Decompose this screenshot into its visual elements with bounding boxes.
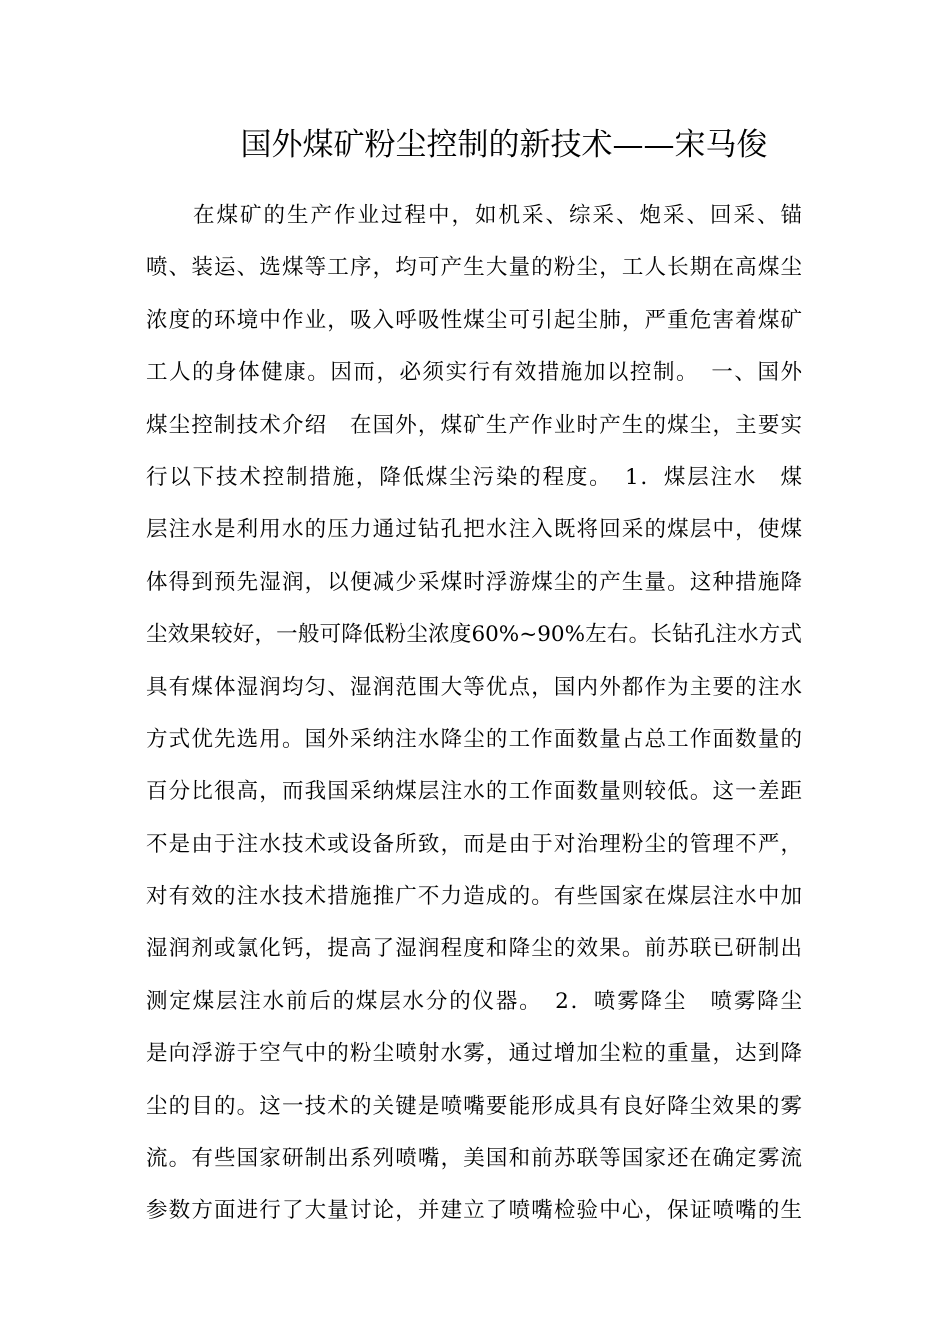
paragraph-line: 体得到预先湿润，以便减少采煤时浮游煤尘的产生量。这种措施降	[146, 569, 802, 595]
paragraph-line: 喷、装运、选煤等工序，均可产生大量的粉尘，工人长期在高煤尘	[146, 255, 802, 281]
paragraph-line: 百分比很高，而我国采纳煤层注水的工作面数量则较低。这一差距	[146, 779, 802, 805]
paragraph-line: 尘效果较好，一般可降低粉尘浓度60%~90%左右。长钻孔注水方式	[146, 622, 802, 648]
document-body	[146, 190, 802, 1238]
paragraph-line: 尘的目的。这一技术的关键是喷嘴要能形成具有良好降尘效果的雾	[146, 1093, 802, 1119]
paragraph-line: 具有煤体湿润均匀、湿润范围大等优点，国内外都作为主要的注水	[146, 674, 802, 700]
paragraph-line: 行以下技术控制措施，降低煤尘污染的程度。 1．煤层注水 煤	[146, 464, 802, 490]
paragraph-line: 层注水是利用水的压力通过钻孔把水注入既将回采的煤层中，使煤	[146, 517, 802, 543]
paragraph-line: 参数方面进行了大量讨论，并建立了喷嘴检验中心，保证喷嘴的生	[146, 1198, 802, 1224]
paragraph-line: 对有效的注水技术措施推广不力造成的。有些国家在煤层注水中加	[146, 884, 802, 910]
paragraph-line: 流。有些国家研制出系列喷嘴，美国和前苏联等国家还在确定雾流	[146, 1146, 802, 1172]
paragraph-line: 在煤矿的生产作业过程中，如机采、综采、炮采、回采、锚	[146, 203, 802, 228]
paragraph-line: 测定煤层注水前后的煤层水分的仪器。 2．喷雾降尘 喷雾降尘	[146, 988, 802, 1014]
paragraph-line: 浓度的环境中作业，吸入呼吸性煤尘可引起尘肺，严重危害着煤矿	[146, 307, 802, 333]
paragraph-line: 方式优先选用。国外采纳注水降尘的工作面数量占总工作面数量的	[146, 726, 802, 752]
paragraph-line: 不是由于注水技术或设备所致，而是由于对治理粉尘的管理不严，	[146, 831, 802, 857]
paragraph-line: 工人的身体健康。因而，必须实行有效措施加以控制。 一、国外	[146, 360, 802, 386]
document-title: 国外煤矿粉尘控制的新技术——宋马俊	[240, 127, 768, 163]
paragraph-line: 煤尘控制技术介绍 在国外，煤矿生产作业时产生的煤尘，主要实	[146, 412, 802, 438]
paragraph-line: 湿润剂或氯化钙，提高了湿润程度和降尘的效果。前苏联已研制出	[146, 936, 802, 962]
paragraph-line: 是向浮游于空气中的粉尘喷射水雾，通过增加尘粒的重量，达到降	[146, 1041, 802, 1067]
